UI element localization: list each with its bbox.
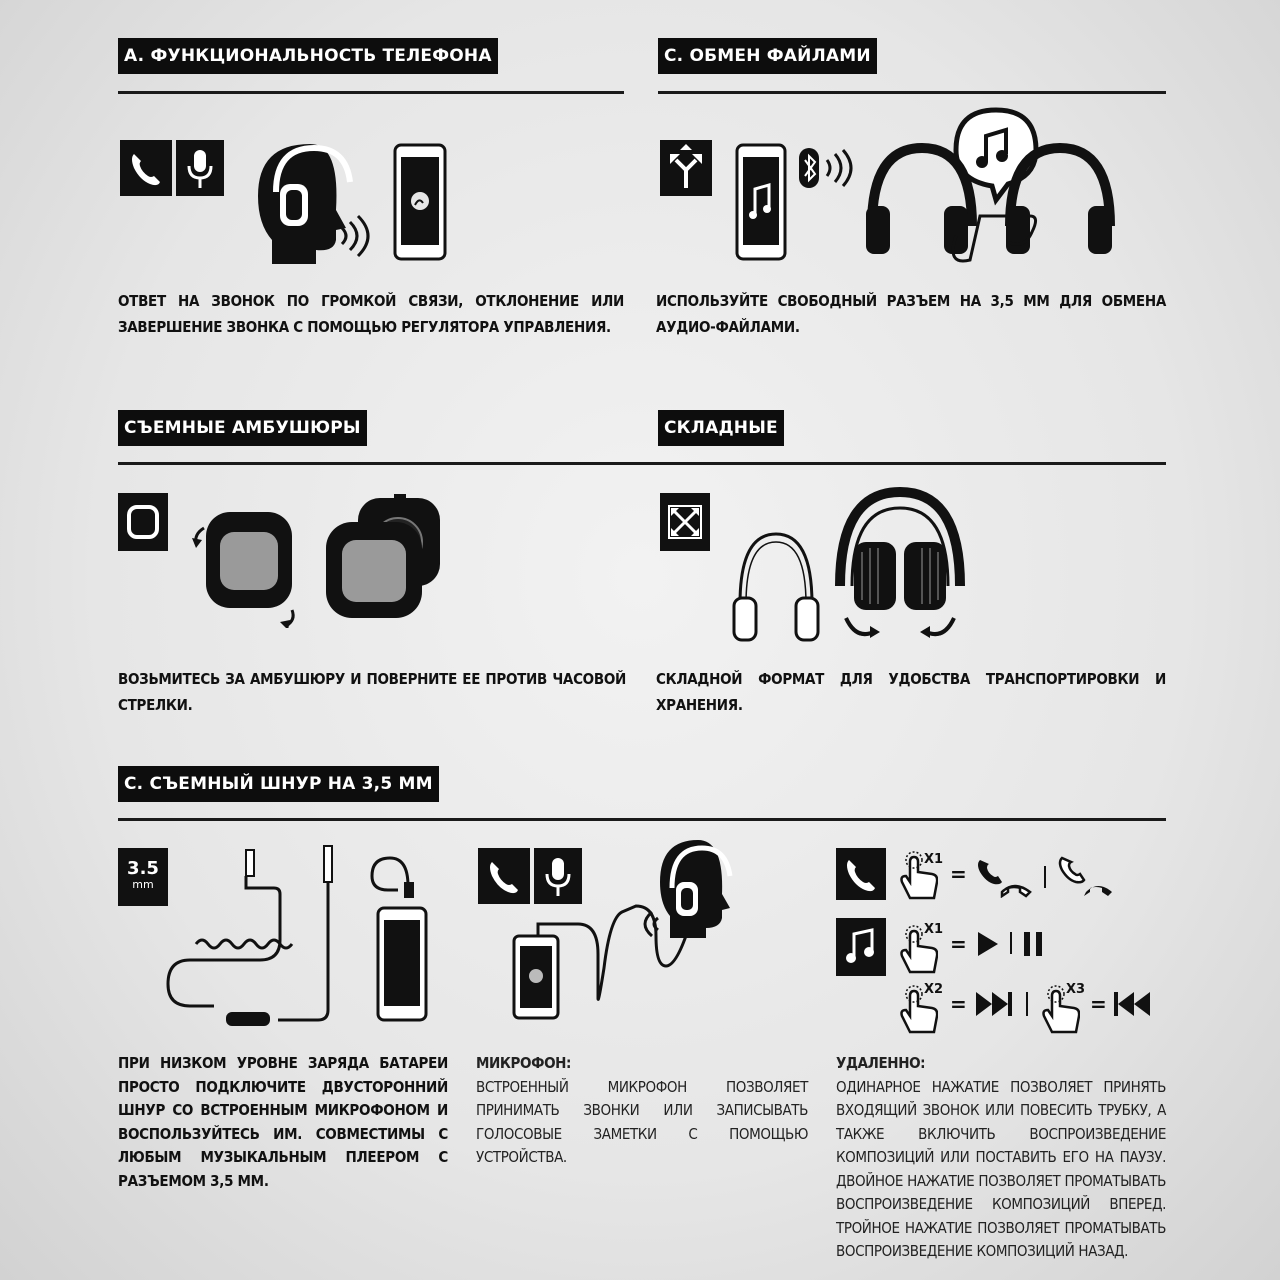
- pause-icon: [1022, 930, 1044, 958]
- microphone-block: [476, 1052, 808, 1170]
- separator: [1010, 932, 1012, 954]
- phone-cable-head-icon: [508, 838, 748, 1022]
- section-title-phone: A. ФУНКЦИОНАЛЬНОСТЬ ТЕЛЕФОНА: [118, 38, 498, 74]
- equals-sign: =: [950, 862, 967, 886]
- smartphone-icon: [393, 143, 447, 261]
- earpad-outline-icon: [118, 493, 168, 551]
- press-count-x1: X1: [924, 922, 944, 937]
- head-with-headphones-icon: [250, 136, 370, 266]
- play-icon: [976, 930, 1000, 958]
- press-count-x2: X2: [924, 982, 944, 997]
- section-title-sharing: C. ОБМЕН ФАЙЛАМИ: [658, 38, 877, 74]
- divider: [658, 91, 1166, 94]
- headphones-unfolded-icon: [730, 528, 822, 646]
- foldable-description: СКЛАДНОЙ ФОРМАТ ДЛЯ УДОБСТВА ТРАНСПОРТИРОВКИ И ХРАНЕНИЯ.: [656, 670, 1166, 714]
- earpad-attached-icon: [322, 494, 442, 622]
- phone-icon: [120, 140, 172, 196]
- sharing-description: ИСПОЛЬЗУЙТЕ СВОБОДНЫЙ РАЗЪЕМ НА 3,5 ММ ДЛЯ ОБМЕНА АУДИО-ФАЙЛАМИ.: [656, 292, 1166, 336]
- earpad-rotate-icon: [190, 498, 300, 628]
- equals-sign: =: [950, 932, 967, 956]
- fold-arrows-icon: [660, 493, 710, 551]
- answer-hangup-icon: [974, 852, 1034, 898]
- share-split-icon: [660, 140, 712, 196]
- section-title-earpads: СЪЕМНЫЕ АМБУШЮРЫ: [118, 410, 367, 446]
- reject-call-icon: [1056, 852, 1114, 898]
- separator: [1044, 866, 1046, 888]
- microphone-icon: [176, 140, 224, 196]
- equals-sign: =: [1090, 992, 1107, 1016]
- microphone-heading: МИКРОФОН:: [476, 1054, 572, 1072]
- separator: [1026, 992, 1028, 1016]
- microphone-description: ВСТРОЕННЫЙ МИКРОФОН ПОЗВОЛЯЕТ ПРИНИМАТЬ ЗВОНКИ ИЛИ ЗАПИСЫВАТЬ ГОЛОСОВЫЕ ЗАМЕТКИ С ПОМОЩЬЮ УСТРОЙСТВА.: [476, 1077, 808, 1166]
- equals-sign: =: [950, 992, 967, 1016]
- section-title-foldable: СКЛАДНЫЕ: [658, 410, 784, 446]
- phone-description: ОТВЕТ НА ЗВОНОК ПО ГРОМКОЙ СВЯЗИ, ОТКЛОНЕНИЕ ИЛИ ЗАВЕРШЕНИЕ ЗВОНКА С ПОМОЩЬЮ РЕГУЛЯТОРА УПРАВЛЕНИЯ.: [118, 292, 624, 336]
- shared-headphones-music-icon: [860, 106, 1120, 268]
- remote-heading: УДАЛЕННО:: [836, 1054, 926, 1072]
- bluetooth-icon: [797, 146, 853, 190]
- music-note-icon: [836, 918, 886, 976]
- cable-description: ПРИ НИЗКОМ УРОВНЕ ЗАРЯДА БАТАРЕИ ПРОСТО ПОДКЛЮЧИТЕ ДВУСТОРОННИЙ ШНУР СО ВСТРОЕННЫМ МИКРОФОНОМ И ВОСПОЛЬЗУЙТЕСЬ ИМ. СОВМЕСТИМЫ С ЛЮБЫМ МУЗЫКАЛЬНЫМ ПЛЕЕРОМ С РАЗЪЕМОМ 3,5 ММ.: [118, 1054, 448, 1190]
- jack-size-value: 3.5: [127, 858, 159, 879]
- smartphone-music-icon: [735, 143, 787, 261]
- previous-track-icon: [1112, 990, 1152, 1018]
- remote-description: ОДИНАРНОЕ НАЖАТИЕ ПОЗВОЛЯЕТ ПРИНЯТЬ ВХОДЯЩИЙ ЗВОНОК ИЛИ ПОВЕСИТЬ ТРУБКУ, А ТАКЖЕ ВКЛЮЧИТЬ ВОСПРОИЗВЕДЕНИЕ КОМПОЗИЦИЙ ИЛИ ПОСТАВИТЬ ЕГО НА ПАУЗУ. ДВОЙНОЕ НАЖАТИЕ ПОЗВОЛЯЕТ ПРОМАТЫВАТЬ ВОСПРОИЗВЕДЕНИЕ КОМПОЗИЦИЙ ВПЕРЕД. ТРОЙНОЕ НАЖАТИЕ ПОЗВОЛЯЕТ ПРОМАТЫВАТЬ ВОСПРОИЗВЕДЕНИЕ КОМПОЗИЦИЙ НАЗАД.: [836, 1077, 1166, 1260]
- headphones-folded-icon: [832, 486, 968, 646]
- remote-block: [836, 1052, 1166, 1264]
- earpads-description: ВОЗЬМИТЕСЬ ЗА АМБУШЮРУ И ПОВЕРНИТЕ ЕЕ ПРОТИВ ЧАСОВОЙ СТРЕЛКИ.: [118, 670, 626, 714]
- divider: [118, 462, 1166, 465]
- next-track-icon: [974, 990, 1014, 1018]
- section-title-cable: C. СЪЕМНЫЙ ШНУР НА 3,5 ММ: [118, 766, 439, 802]
- press-count-x1: X1: [924, 852, 944, 867]
- coiled-cable-icon: [160, 840, 350, 1036]
- press-count-x3: X3: [1066, 982, 1086, 997]
- phone-icon: [836, 848, 886, 900]
- divider: [118, 91, 624, 94]
- cable-to-phone-icon: [368, 848, 430, 1024]
- jack-size-unit: mm: [132, 878, 154, 891]
- divider: [118, 818, 1166, 821]
